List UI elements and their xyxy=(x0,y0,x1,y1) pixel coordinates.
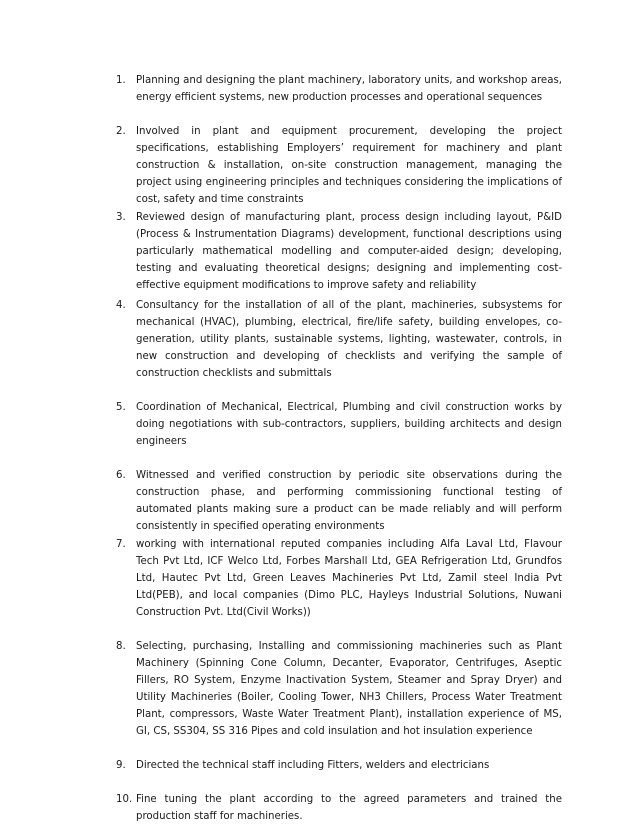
list-item xyxy=(116,536,562,621)
list-item xyxy=(116,399,562,450)
item-number: 8. xyxy=(116,641,126,652)
item-text: Coordination of Mechanical, Electrical, Plumbing and civil construction works by doing negotiations with sub-contractors, suppliers, building architects and design engineers xyxy=(136,402,562,447)
list-item xyxy=(116,297,562,382)
list-item xyxy=(116,467,562,535)
list-item xyxy=(116,72,562,106)
item-text: Selecting, purchasing, Installing and commissioning machineries such as Plant Machinery (Spinning Cone Column, Decanter, Evaporator, Centrifuges, Aseptic Fillers, RO System, Enzyme Inactivation System, Steamer and Spray Dryer) and Utility Machineries (Boiler, Cooling Tower, NH3 Chillers, Process Water Treatment Plant, compressors, Waste Water Treatment Plant), installation experience of MS, GI, CS, SS304, SS 316 Pipes and cold insulation and hot insulation experience xyxy=(136,641,562,737)
item-number: 5. xyxy=(116,402,126,413)
item-number: 1. xyxy=(116,75,126,86)
item-number: 3. xyxy=(116,212,126,223)
list-item xyxy=(116,757,562,774)
list-item xyxy=(116,123,562,208)
item-number: 4. xyxy=(116,300,126,311)
item-number: 2. xyxy=(116,126,126,137)
list-item xyxy=(116,638,562,740)
responsibilities-list xyxy=(116,72,562,825)
item-text: Witnessed and verified construction by periodic site observations during the construction phase, and performing commissioning functional testing of automated plants making sure a product can be made reliably and will perform consistently in specified operating environments xyxy=(136,470,562,532)
list-item xyxy=(116,209,562,294)
item-number: 7. xyxy=(116,539,126,550)
item-text: Involved in plant and equipment procurement, developing the project specifications, establishing Employers’ requirement for machinery and plant construction & installation, on-site construction management, managing the project using engineering principles and techniques considering the implications of cost, safety and time constraints xyxy=(136,126,562,205)
item-number: 6. xyxy=(116,470,126,481)
list-item xyxy=(116,791,562,825)
item-number: 9. xyxy=(116,760,126,771)
item-text: working with international reputed companies including Alfa Laval Ltd, Flavour Tech Pvt Ltd, ICF Welco Ltd, Forbes Marshall Ltd, GEA Refrigeration Ltd, Grundfos Ltd, Hautec Pvt Ltd, Green Leaves Machineries Pvt Ltd, Zamil steel India Pvt Ltd(PEB), and local companies (Dimo PLC, Hayleys Industrial Solutions, Nuwani Construction Pvt. Ltd(Civil Works)) xyxy=(136,539,562,618)
item-text: Reviewed design of manufacturing plant, process design including layout, P&ID (Process & Instrumentation Diagrams) development, functional descriptions using particularly mathematical modelling and computer-aided design; developing, testing and evaluating theoretical designs; designing and implementing cost-effective equipment modifications to improve safety and reliability xyxy=(136,212,562,291)
item-text: Directed the technical staff including Fitters, welders and electricians xyxy=(136,760,490,771)
item-number: 10. xyxy=(116,794,133,805)
item-text: Fine tuning the plant according to the agreed parameters and trained the production staff for machineries. xyxy=(136,794,562,822)
item-text: Consultancy for the installation of all of the plant, machineries, subsystems for mechanical (HVAC), plumbing, electrical, fire/life safety, building envelopes, co-generation, utility plants, sustainable systems, lighting, wastewater, controls, in new construction and developing of checklists and verifying the sample of construction checklists and submittals xyxy=(136,300,562,379)
item-text: Planning and designing the plant machinery, laboratory units, and workshop areas, energy efficient systems, new production processes and operational sequences xyxy=(136,75,562,103)
